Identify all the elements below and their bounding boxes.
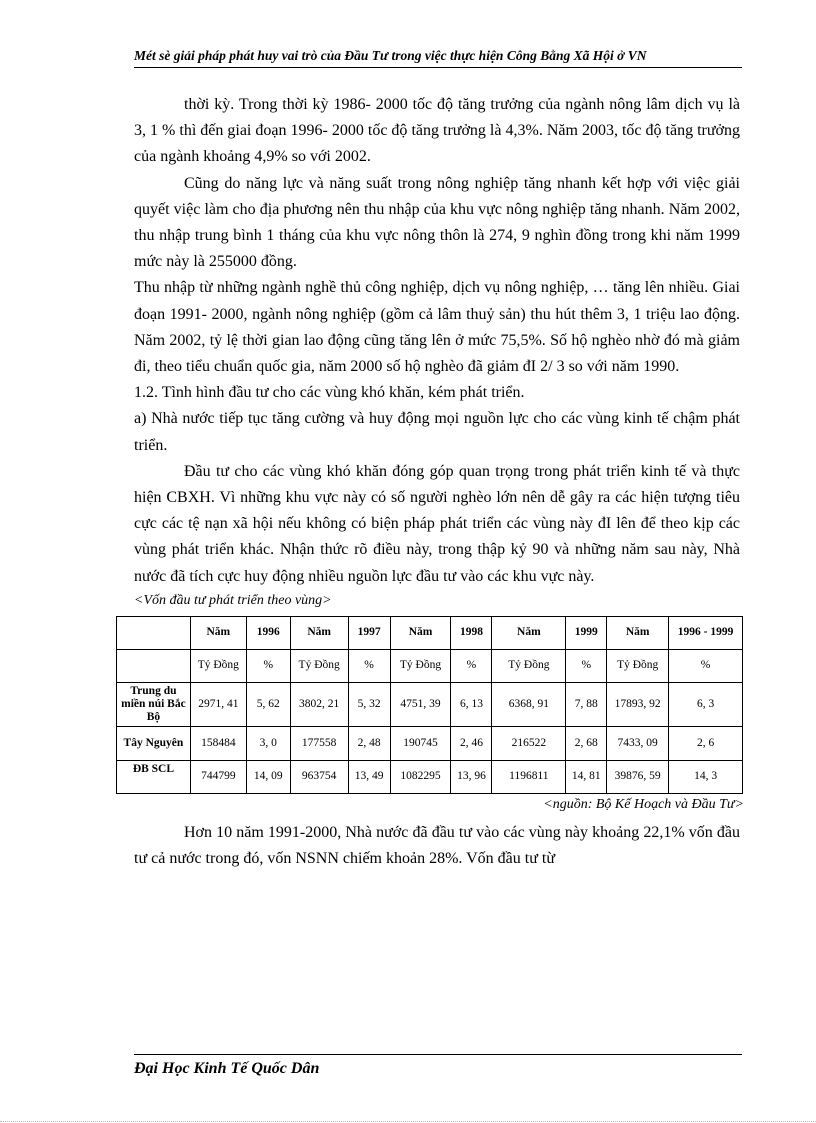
paragraph-3: Thu nhập từ những ngành nghề thủ công nghiệp, dịch vụ nông nghiệp, … tăng lên nhiều. Giai đoạn 1991- 2000, ngành nông nghiệp (gồm cả lâm thuỷ sản) thu hút thêm 3, 1 triệu lao động. Năm 2002, tỷ lệ thời gian lao động cũng tăng lên ở mức 75,5%. Số hộ nghèo nhờ đó mà giảm đi, theo tiểu chuẩn quốc gia, năm 2000 số hộ nghèo đã giảm đI 2/ 3 so với năm 1990. bbox=[134, 279, 740, 376]
value-cell: 14, 81 bbox=[566, 760, 607, 793]
value-cell: 2, 46 bbox=[451, 726, 492, 760]
value-cell: 1082295 bbox=[390, 760, 451, 793]
page-header-title: Mét sè giải pháp phát huy vai trò của Đầu Tư trong việc thực hiện Công Bằng Xã Hội ở VN bbox=[134, 48, 647, 63]
value-cell: 158484 bbox=[190, 726, 246, 760]
table-row bbox=[117, 760, 743, 793]
unit-cell: Tỷ Đồng bbox=[290, 649, 348, 682]
unit-cell: Tỷ Đồng bbox=[492, 649, 566, 682]
value-cell: 3802, 21 bbox=[290, 682, 348, 726]
value-cell: 190745 bbox=[390, 726, 451, 760]
year-label-cell: Năm bbox=[492, 616, 566, 649]
year-cell: 1997 bbox=[348, 616, 390, 649]
region-cell: Trung du miền núi Bắc Bộ bbox=[117, 682, 191, 726]
value-cell: 17893, 92 bbox=[607, 682, 669, 726]
unit-cell: % bbox=[246, 649, 290, 682]
value-cell: 7, 88 bbox=[566, 682, 607, 726]
value-cell: 744799 bbox=[190, 760, 246, 793]
region-cell: Tây Nguyên bbox=[117, 726, 191, 760]
table-year-row bbox=[117, 616, 743, 649]
value-cell: 4751, 39 bbox=[390, 682, 451, 726]
table-source: <nguồn: Bộ Kế Hoạch và Đầu Tư> bbox=[543, 796, 744, 812]
paragraph-1: thời kỳ. Trong thời kỳ 1986- 2000 tốc độ tăng trưởng của ngành nông lâm dịch vụ là 3, 1 % thì đến giai đoạn 1996- 2000 tốc độ tăng trưởng là 4,3%. Năm 2003, tốc độ tăng trưởng của ngành khoảng 4,9% so với 2002. bbox=[134, 96, 740, 166]
section-heading-1-2: 1.2. Tình hình đầu tư cho các vùng khó khăn, kém phát triển. bbox=[134, 384, 525, 402]
table-row bbox=[117, 726, 743, 760]
year-cell: 1996 bbox=[246, 616, 290, 649]
value-cell: 2, 48 bbox=[348, 726, 390, 760]
value-cell: 5, 32 bbox=[348, 682, 390, 726]
value-cell: 6, 3 bbox=[669, 682, 743, 726]
region-cell: ĐB SCL bbox=[117, 760, 191, 793]
year-label-cell: Năm bbox=[607, 616, 669, 649]
unit-cell: Tỷ Đồng bbox=[190, 649, 246, 682]
value-cell: 13, 49 bbox=[348, 760, 390, 793]
value-cell: 2971, 41 bbox=[190, 682, 246, 726]
page-bottom-dotted-line bbox=[0, 1121, 816, 1122]
year-label-cell: Năm bbox=[390, 616, 451, 649]
unit-cell: Tỷ Đồng bbox=[390, 649, 451, 682]
value-cell: 5, 62 bbox=[246, 682, 290, 726]
value-cell: 6, 13 bbox=[451, 682, 492, 726]
page-footer-text: Đại Học Kinh Tế Quốc Dân bbox=[134, 1060, 320, 1077]
table-row bbox=[117, 682, 743, 726]
year-cell: 1999 bbox=[566, 616, 607, 649]
value-cell: 216522 bbox=[492, 726, 566, 760]
unit-cell: % bbox=[669, 649, 743, 682]
paragraph-5: Hơn 10 năm 1991-2000, Nhà nước đã đầu tư vào các vùng này khoảng 22,1% vốn đầu tư cả nước trong đó, vốn NSNN chiếm khoản 28%. Vốn đầu tư từ bbox=[134, 823, 740, 868]
unit-cell: % bbox=[348, 649, 390, 682]
value-cell: 177558 bbox=[290, 726, 348, 760]
unit-cell: % bbox=[566, 649, 607, 682]
investment-table bbox=[116, 616, 743, 794]
table-unit-corner bbox=[117, 649, 191, 682]
subheading-a: a) Nhà nước tiếp tục tăng cường và huy động mọi nguồn lực cho các vùng kinh tế chậm phát triển. bbox=[134, 410, 740, 454]
value-cell: 7433, 09 bbox=[607, 726, 669, 760]
value-cell: 3, 0 bbox=[246, 726, 290, 760]
year-label-cell: Năm bbox=[190, 616, 246, 649]
value-cell: 2, 6 bbox=[669, 726, 743, 760]
year-cell: 1996 - 1999 bbox=[669, 616, 743, 649]
value-cell: 39876, 59 bbox=[607, 760, 669, 793]
year-cell: 1998 bbox=[451, 616, 492, 649]
table-corner-cell bbox=[117, 616, 191, 649]
value-cell: 14, 09 bbox=[246, 760, 290, 793]
year-label-cell: Năm bbox=[290, 616, 348, 649]
value-cell: 13, 96 bbox=[451, 760, 492, 793]
document-body bbox=[121, 92, 744, 872]
footer-rule bbox=[134, 1054, 742, 1055]
paragraph-4: Đầu tư cho các vùng khó khăn đóng góp quan trọng trong phát triển kinh tế và thực hiện CBXH. Vì những khu vực này có số người nghèo lớn nên dễ gây ra các hiện tượng tiêu cực các tệ nạn xã hội nếu không có biện pháp phát triển các vùng này đI lên để theo kịp các vùng phát triển khác. Nhận thức rõ điều này, trong thập kỷ 90 và những năm sau này, Nhà nước đã tích cực huy động nhiều nguồn lực đầu tư vào các khu vực này. bbox=[134, 462, 740, 585]
value-cell: 6368, 91 bbox=[492, 682, 566, 726]
unit-cell: Tỷ Đồng bbox=[607, 649, 669, 682]
table-unit-row bbox=[117, 649, 743, 682]
paragraph-2: Cũng do năng lực và năng suất trong nông nghiệp tăng nhanh kết hợp với việc giải quyết việc làm cho địa phương nên thu nhập của khu vực nông nghiệp tăng nhanh. Năm 2002, thu nhập trung bình 1 tháng của khu vực nông thôn là 274, 9 nghìn đồng trong khi năm 1999 mức này là 255000 đồng. bbox=[134, 174, 740, 271]
header-rule bbox=[134, 67, 742, 68]
value-cell: 963754 bbox=[290, 760, 348, 793]
value-cell: 1196811 bbox=[492, 760, 566, 793]
value-cell: 14, 3 bbox=[669, 760, 743, 793]
unit-cell: % bbox=[451, 649, 492, 682]
table-caption: <Vốn đầu tư phát triển theo vùng> bbox=[134, 592, 332, 608]
value-cell: 2, 68 bbox=[566, 726, 607, 760]
